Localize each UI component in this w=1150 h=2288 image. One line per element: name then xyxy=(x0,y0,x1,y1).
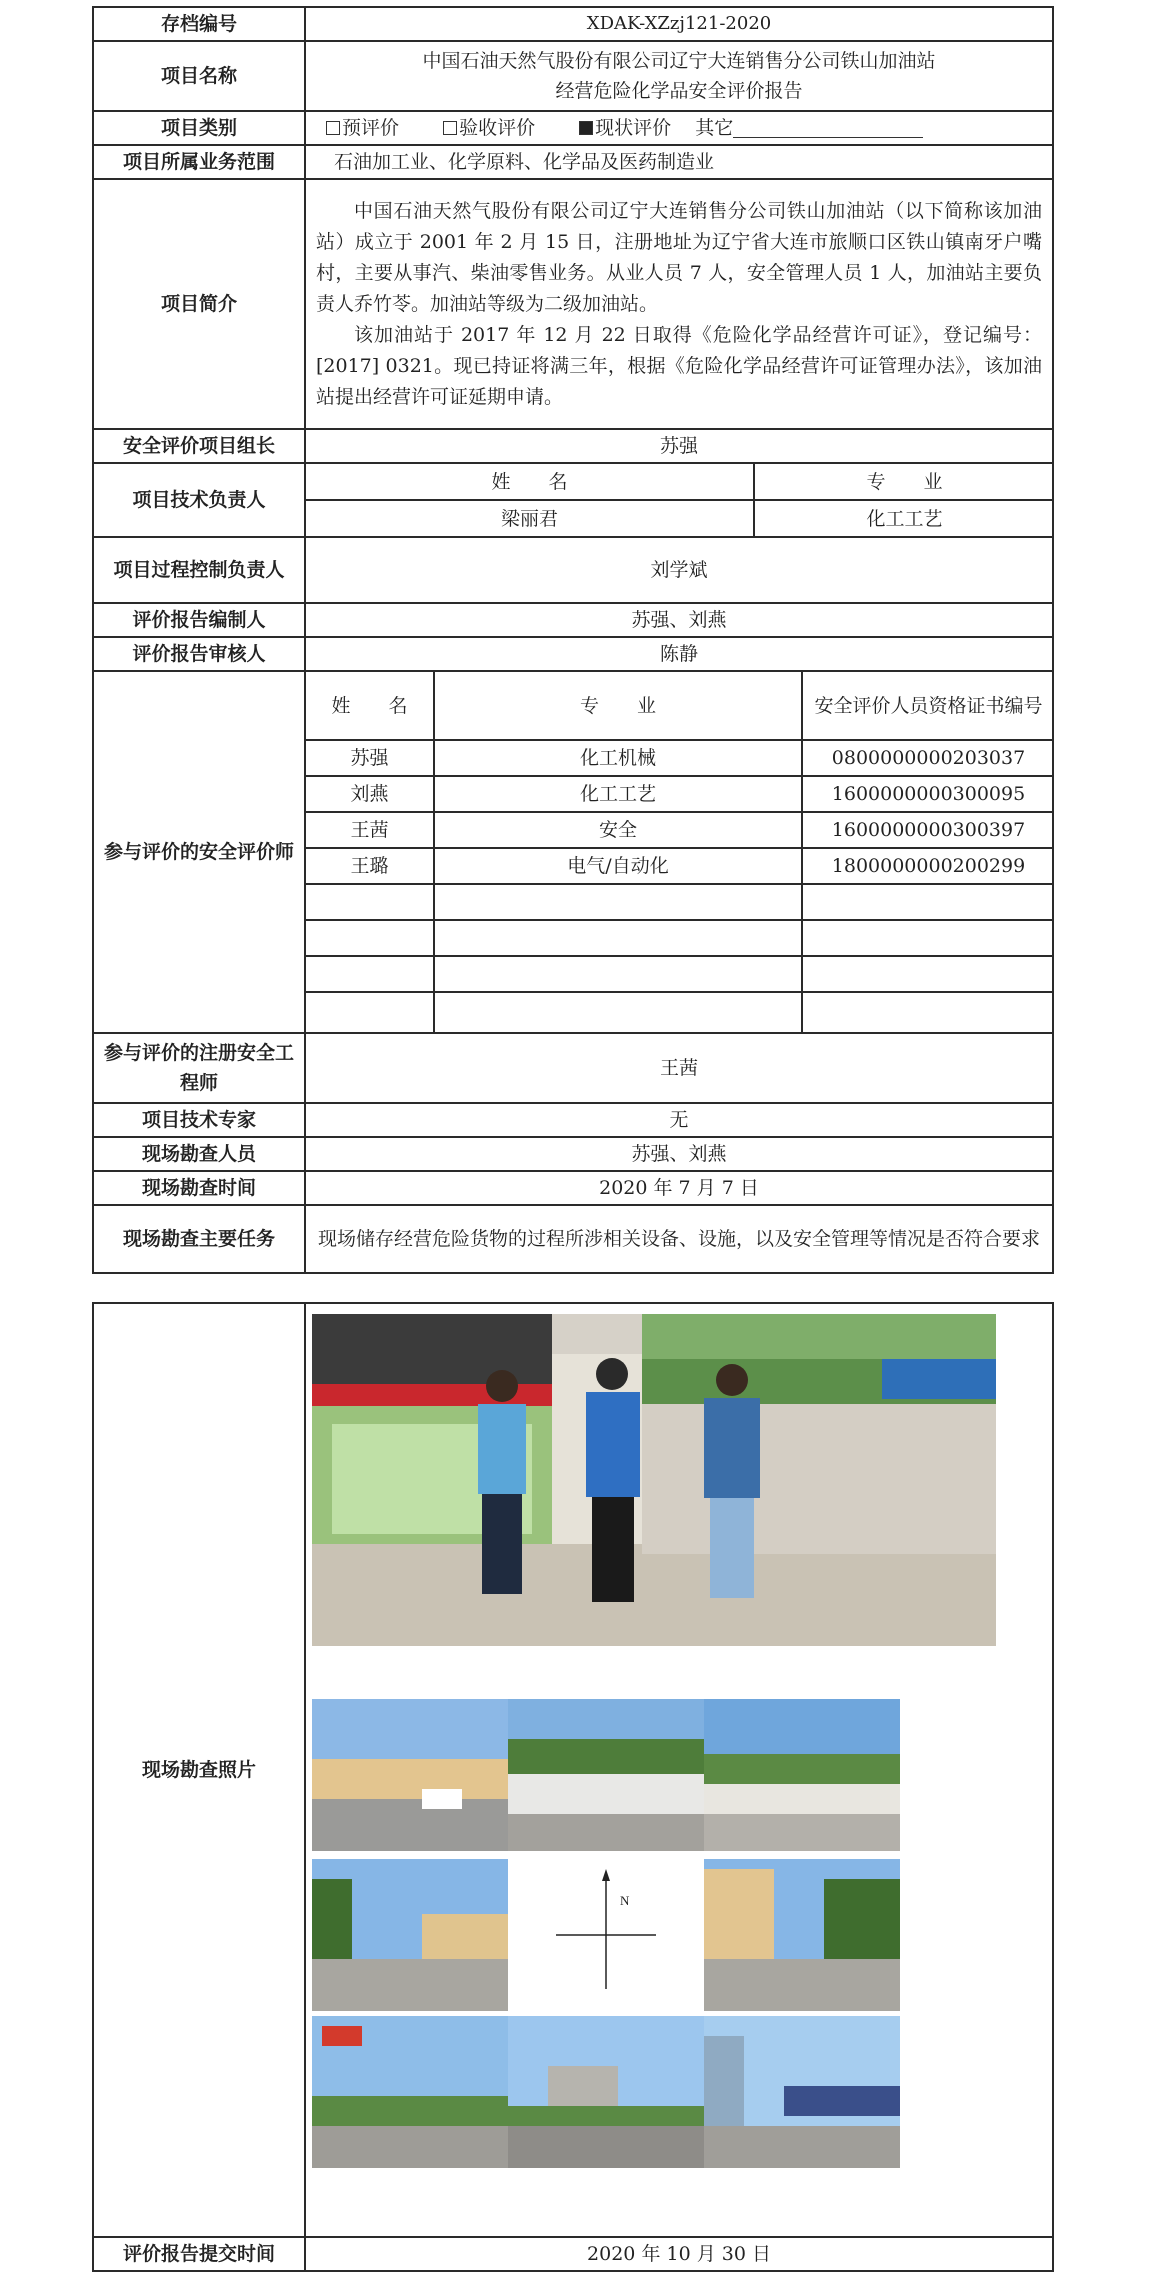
photo-sheet xyxy=(92,1302,1052,2272)
submit-time-value: 2020 年 10 月 30 日 xyxy=(305,2237,1053,2271)
site-photo xyxy=(704,1699,900,1851)
site-photo xyxy=(312,2016,508,2168)
project-type-options xyxy=(305,111,1053,145)
evaluator-row xyxy=(306,848,1054,884)
survey-task-label: 现场勘查主要任务 xyxy=(93,1205,305,1273)
project-name-label: 项目名称 xyxy=(93,41,305,111)
row-team-leader xyxy=(93,429,1053,463)
expert-value: 无 xyxy=(305,1103,1053,1137)
row-evaluators xyxy=(93,671,1053,1033)
tech-lead-cell xyxy=(305,463,1053,537)
archive-value: XDAK-XZzj121-2020 xyxy=(305,7,1053,41)
business-scope-label: 项目所属业务范围 xyxy=(93,145,305,179)
row-registered-engineer xyxy=(93,1033,1053,1103)
row-project-name xyxy=(93,41,1053,111)
evaluator-row xyxy=(306,812,1054,848)
row-survey-task xyxy=(93,1205,1053,1273)
row-archive xyxy=(93,7,1053,41)
survey-staff-label: 现场勘查人员 xyxy=(93,1137,305,1171)
photos-cell xyxy=(305,1303,1053,2237)
site-photo xyxy=(704,1859,900,2011)
project-name-line2: 经营危险化学品安全评价报告 xyxy=(555,80,803,102)
checkbox-current-checked[interactable] xyxy=(579,121,593,135)
process-control-label: 项目过程控制负责人 xyxy=(93,537,305,603)
row-reviewer xyxy=(93,637,1053,671)
archive-label: 存档编号 xyxy=(93,7,305,41)
evaluator-major: 安全 xyxy=(434,812,802,848)
site-photo xyxy=(704,2016,900,2168)
survey-time-value: 2020 年 7 月 7 日 xyxy=(305,1171,1053,1205)
row-process-control xyxy=(93,537,1053,603)
evaluator-name: 王璐 xyxy=(306,848,434,884)
evaluator-major: 化工机械 xyxy=(434,740,802,776)
evaluator-empty-row xyxy=(306,992,1054,1032)
intro-label: 项目简介 xyxy=(93,179,305,429)
intro-text xyxy=(305,179,1053,429)
row-photos xyxy=(93,1303,1053,2237)
team-leader-label: 安全评价项目组长 xyxy=(93,429,305,463)
row-survey-staff xyxy=(93,1137,1053,1171)
compiler-value: 苏强、刘燕 xyxy=(305,603,1053,637)
other-blank-line[interactable] xyxy=(733,117,923,138)
project-name-value xyxy=(305,41,1053,111)
option-pre[interactable] xyxy=(326,117,399,139)
project-name-line1: 中国石油天然气股份有限公司辽宁大连销售分公司铁山加油站 xyxy=(422,50,936,72)
option-pre-label: 预评价 xyxy=(342,117,400,139)
group-photo xyxy=(312,1314,996,1646)
reviewer-label: 评价报告审核人 xyxy=(93,637,305,671)
compiler-label: 评价报告编制人 xyxy=(93,603,305,637)
evaluators-header-major: 专 业 xyxy=(434,672,802,740)
info-sheet xyxy=(92,6,1052,1274)
option-current[interactable] xyxy=(579,117,671,139)
evaluator-major: 电气/自动化 xyxy=(434,848,802,884)
registered-engineer-label: 参与评价的注册安全工程师 xyxy=(93,1033,305,1103)
tech-lead-table xyxy=(306,464,1054,536)
info-table xyxy=(92,6,1054,1274)
evaluator-empty-row xyxy=(306,884,1054,920)
site-photo xyxy=(508,1699,704,1851)
evaluator-name: 刘燕 xyxy=(306,776,434,812)
option-other-label: 其它 xyxy=(695,117,734,139)
survey-time-label: 现场勘查时间 xyxy=(93,1171,305,1205)
option-current-label: 现状评价 xyxy=(595,117,672,139)
compass-north-label: N xyxy=(620,1893,630,1908)
evaluator-row xyxy=(306,740,1054,776)
row-business-scope xyxy=(93,145,1053,179)
photos-label: 现场勘查照片 xyxy=(93,1303,305,2237)
row-expert xyxy=(93,1103,1053,1137)
tech-lead-name: 梁丽君 xyxy=(306,500,754,536)
tech-lead-col-name: 姓 名 xyxy=(306,464,754,500)
tech-lead-col-major: 专 业 xyxy=(754,464,1054,500)
survey-staff-value: 苏强、刘燕 xyxy=(305,1137,1053,1171)
tech-lead-label: 项目技术负责人 xyxy=(93,463,305,537)
site-photo xyxy=(312,1699,508,1851)
reviewer-value: 陈静 xyxy=(305,637,1053,671)
evaluators-table xyxy=(306,672,1054,1032)
checkbox-pre[interactable] xyxy=(326,121,340,135)
survey-task-value: 现场储存经营危险货物的过程所涉相关设备、设施，以及安全管理等情况是否符合要求 xyxy=(305,1205,1053,1273)
evaluator-cert: 1800000000200299 xyxy=(802,848,1054,884)
option-accept[interactable] xyxy=(443,117,535,139)
expert-label: 项目技术专家 xyxy=(93,1103,305,1137)
evaluator-cert: 1600000000300095 xyxy=(802,776,1054,812)
team-leader-value: 苏强 xyxy=(305,429,1053,463)
evaluators-cell xyxy=(305,671,1053,1033)
row-tech-lead xyxy=(93,463,1053,537)
evaluator-major: 化工工艺 xyxy=(434,776,802,812)
evaluator-cert: 1600000000300397 xyxy=(802,812,1054,848)
submit-time-label: 评价报告提交时间 xyxy=(93,2237,305,2271)
row-project-type xyxy=(93,111,1053,145)
evaluator-empty-row xyxy=(306,956,1054,992)
intro-paragraph-1: 中国石油天然气股份有限公司辽宁大连销售分公司铁山加油站（以下简称该加油站）成立于 2001 年 2 月 15 日，注册地址为辽宁省大连市旅顺口区铁山镇南牙户嘴村，主要从事汽、柴油零售业务。从业人员 7 人，安全管理人员 1 人，加油站主要负责人乔竹苓。加油站等级为二级加油站。 xyxy=(316,199,1042,315)
tech-lead-major: 化工工艺 xyxy=(754,500,1054,536)
business-scope-value: 石油加工业、化学原料、化学品及医药制造业 xyxy=(305,145,1053,179)
evaluator-empty-row xyxy=(306,920,1054,956)
site-photo xyxy=(312,1859,508,2011)
evaluators-header-row xyxy=(306,672,1054,740)
option-accept-label: 验收评价 xyxy=(459,117,536,139)
row-submit-time xyxy=(93,2237,1053,2271)
evaluator-name: 王茜 xyxy=(306,812,434,848)
checkbox-accept[interactable] xyxy=(443,121,457,135)
evaluators-header-cert: 安全评价人员资格证书编号 xyxy=(802,672,1054,740)
row-compiler xyxy=(93,603,1053,637)
row-intro xyxy=(93,179,1053,429)
evaluators-label: 参与评价的安全评价师 xyxy=(93,671,305,1033)
site-photo xyxy=(508,2016,704,2168)
process-control-value: 刘学斌 xyxy=(305,537,1053,603)
compass-diagram xyxy=(508,1859,704,2011)
project-type-label: 项目类别 xyxy=(93,111,305,145)
photo-table xyxy=(92,1302,1054,2272)
evaluator-cert: 0800000000203037 xyxy=(802,740,1054,776)
evaluator-row xyxy=(306,776,1054,812)
row-survey-time xyxy=(93,1171,1053,1205)
registered-engineer-value: 王茜 xyxy=(305,1033,1053,1103)
intro-paragraph-2: 该加油站于 2017 年 12 月 22 日取得《危险化学品经营许可证》，登记编号：[2017] 0321。现已持证将满三年，根据《危险化学品经营许可证管理办法》，该加油站提出经营许可证延期申请。 xyxy=(316,323,1042,408)
evaluator-name: 苏强 xyxy=(306,740,434,776)
evaluators-header-name: 姓 名 xyxy=(306,672,434,740)
